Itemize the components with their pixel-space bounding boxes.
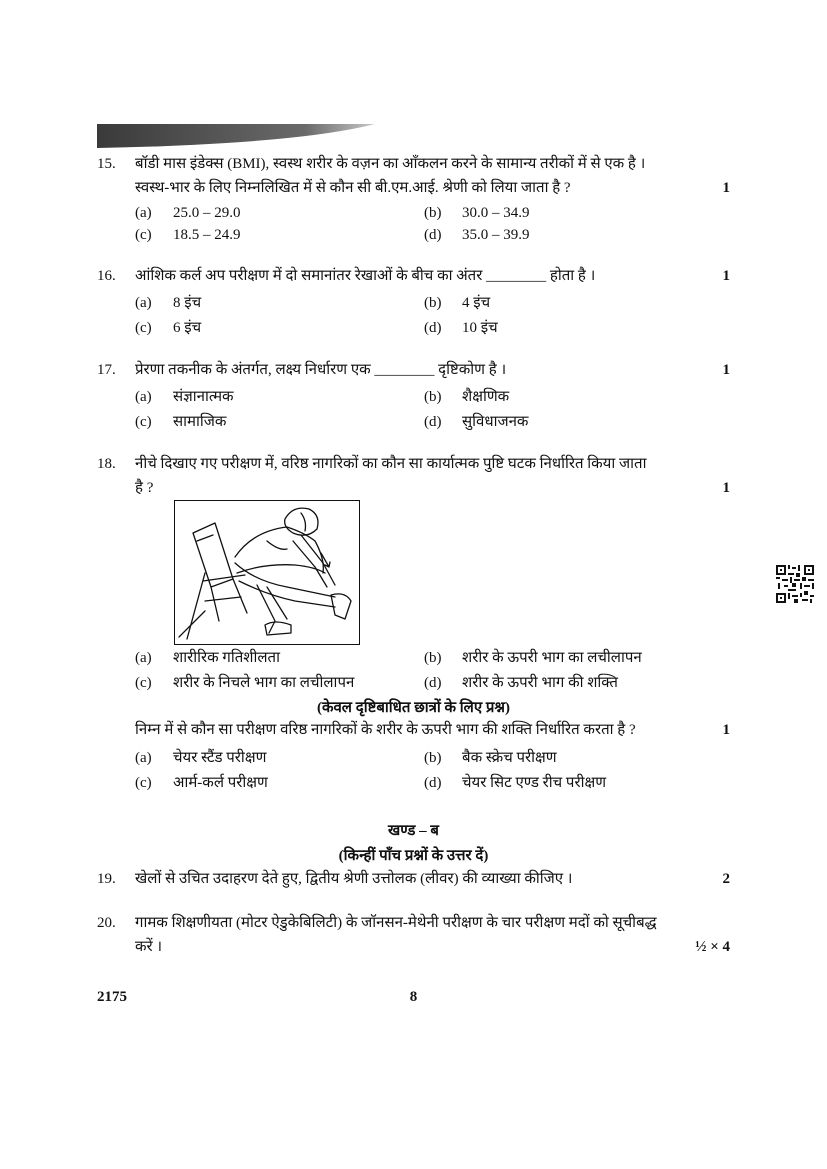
option-text: शरीर के ऊपरी भाग का लचीलापन <box>462 650 642 666</box>
question-15-line-1: बॉडी मास इंडेक्स (BMI), स्वस्थ शरीर के वज़न का आँकलन करने के सामान्य तरीकों में से एक है । <box>135 156 646 172</box>
question-number: 15. <box>97 156 116 172</box>
option <box>135 205 241 222</box>
question-number: 17. <box>97 362 116 378</box>
option-text: बैक स्क्रेच परीक्षण <box>462 750 557 766</box>
option <box>424 747 557 767</box>
option <box>135 411 226 431</box>
option <box>424 411 528 431</box>
question-19-marks: 2 <box>722 871 730 887</box>
option-text: 6 इंच <box>173 320 202 336</box>
option-letter: (a) <box>135 205 152 221</box>
question-20-line-1: गामक शिक्षणीयता (मोटर ऐडुकेबिलिटी) के जॉनसन-मेथेनी परीक्षण के चार परीक्षण मदों को सूचीबद्ध <box>135 915 657 931</box>
chair-sit-reach-illustration <box>174 500 360 645</box>
option-letter: (b) <box>424 650 442 666</box>
question-15-text <box>135 152 703 200</box>
option <box>424 386 509 406</box>
question-18-marks: 1 <box>722 480 730 496</box>
option-text: 18.5 – 24.9 <box>173 227 241 243</box>
question-18-line-1: नीचे दिखाए गए परीक्षण में, वरिष्ठ नागरिकों का कौन सा कार्यात्मक पुष्टि घटक निर्धारित किया जाता <box>135 456 647 472</box>
option <box>135 227 241 244</box>
option-letter: (c) <box>135 414 152 430</box>
option-text: सुविधाजनक <box>462 414 529 430</box>
option-text: आर्म-कर्ल परीक्षण <box>173 775 268 791</box>
question-number: 20. <box>97 915 116 931</box>
option-letter: (c) <box>135 775 152 791</box>
option <box>424 205 530 222</box>
section-instruction: (किन्हीं पाँच प्रश्नों के उत्तर दें) <box>338 848 489 864</box>
qr-code <box>776 565 814 603</box>
option-text: शरीर के निचले भाग का लचीलापन <box>173 675 355 691</box>
option-letter: (c) <box>135 675 152 691</box>
option <box>424 317 498 337</box>
option <box>424 772 606 792</box>
visually-impaired-heading: (केवल दृष्टिबाधित छात्रों के लिए प्रश्न) <box>316 700 511 716</box>
option-letter: (d) <box>424 775 442 791</box>
question-20-marks: ½ × 4 <box>695 939 730 955</box>
option-letter: (d) <box>424 320 442 336</box>
option <box>135 672 354 692</box>
option-letter: (a) <box>135 389 152 405</box>
option-text: 25.0 – 29.0 <box>173 205 241 221</box>
option-text: 8 इंच <box>173 295 202 311</box>
option <box>135 386 234 406</box>
question-20-line-2: करें । <box>135 939 163 955</box>
option <box>135 317 201 337</box>
option-text: 4 इंच <box>462 295 491 311</box>
option-text: चेयर स्टैंड परीक्षण <box>173 750 267 766</box>
option-letter: (b) <box>424 295 442 311</box>
question-number: 19. <box>97 871 116 887</box>
option-text: 35.0 – 39.9 <box>462 227 530 243</box>
option-text: शारीरिक गतिशीलता <box>173 650 280 666</box>
header-bar <box>97 124 375 148</box>
option-letter: (c) <box>135 227 152 243</box>
option-text: चेयर सिट एण्ड रीच परीक्षण <box>462 775 607 791</box>
page-number: 8 <box>409 989 418 1005</box>
option <box>135 772 268 792</box>
question-18-line-2: है ? <box>135 480 154 496</box>
question-17-text: प्रेरणा तकनीक के अंतर्गत, लक्ष्य निर्धारण एक ________ दृष्टिकोण है । <box>135 362 507 378</box>
question-number: 18. <box>97 456 116 472</box>
option <box>135 647 280 667</box>
option-letter: (a) <box>135 750 152 766</box>
option-text: शरीर के ऊपरी भाग की शक्ति <box>462 675 618 691</box>
option-text: सामाजिक <box>173 414 227 430</box>
option <box>424 647 642 667</box>
option <box>135 747 266 767</box>
question-15-marks: 1 <box>722 180 730 196</box>
option-letter: (b) <box>424 389 442 405</box>
option-text: 10 इंच <box>462 320 498 336</box>
option-letter: (c) <box>135 320 152 336</box>
option <box>135 292 201 312</box>
question-17-marks: 1 <box>722 362 730 378</box>
question-18-text <box>135 452 703 500</box>
option-letter: (d) <box>424 227 442 243</box>
option-letter: (a) <box>135 650 152 666</box>
visually-impaired-question-text: निम्न में से कौन सा परीक्षण वरिष्ठ नागरिकों के शरीर के ऊपरी भाग की शक्ति निर्धारित करता है ? <box>135 722 636 738</box>
option <box>424 227 530 244</box>
question-number: 16. <box>97 268 116 284</box>
option-letter: (d) <box>424 675 442 691</box>
question-16-text: आंशिक कर्ल अप परीक्षण में दो समानांतर रेखाओं के बीच का अंतर ________ होता है । <box>135 268 596 284</box>
question-19-text: खेलों से उचित उदाहरण देते हुए, द्वितीय श्रेणी उत्तोलक (लीवर) की व्याख्या कीजिए । <box>135 871 573 887</box>
question-20-text <box>135 911 703 959</box>
option-text: शैक्षणिक <box>462 389 510 405</box>
option <box>424 292 490 312</box>
paper-code: 2175 <box>97 989 127 1005</box>
option-letter: (a) <box>135 295 152 311</box>
option <box>424 672 618 692</box>
visually-impaired-marks: 1 <box>722 722 730 738</box>
option-text: 30.0 – 34.9 <box>462 205 530 221</box>
option-letter: (b) <box>424 750 442 766</box>
question-15-line-2: स्वस्थ-भार के लिए निम्नलिखित में से कौन सी बी.एम.आई. श्रेणी को लिया जाता है ? <box>135 180 571 196</box>
option-letter: (b) <box>424 205 442 221</box>
section-title: खण्ड – ब <box>388 823 439 839</box>
option-letter: (d) <box>424 414 442 430</box>
option-text: संज्ञानात्मक <box>173 389 234 405</box>
question-16-marks: 1 <box>722 268 730 284</box>
